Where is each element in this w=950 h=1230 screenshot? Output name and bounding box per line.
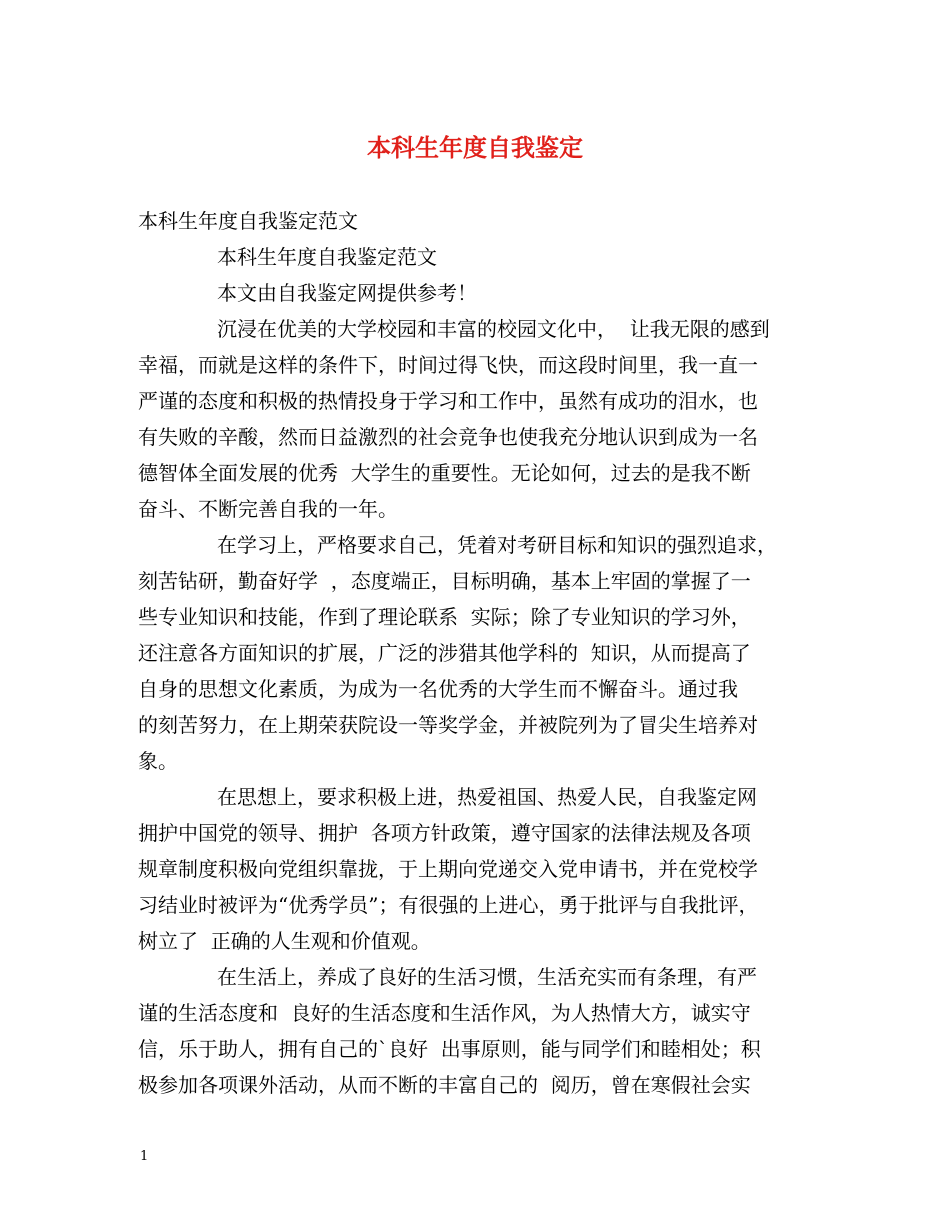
body-line: 自身的思想文化素质，为成为一名优秀的大学生而不懈奋斗。通过我 (138, 677, 738, 701)
document-body (138, 203, 828, 1103)
body-line: 奋斗、不断完善自我的一年。 (138, 497, 398, 521)
body-line: 些专业知识和技能，作到了理论联系 实际；除了专业知识的学习外， (138, 605, 751, 629)
body-line: 的刻苦努力，在上期荣获院设一等奖学金，并被院列为了冒尖生培养对 (138, 713, 758, 737)
body-line: 信，乐于助人，拥有自己的`良好 出事原则，能与同学们和睦相处；积 (138, 1037, 761, 1061)
body-line: 德智体全面发展的优秀 大学生的重要性。无论如何，过去的是我不断 (138, 461, 751, 485)
body-line: 刻苦钻研，勤奋好学 ，态度端正，目标明确，基本上牢固的掌握了一 (138, 569, 751, 593)
body-line: 本科生年度自我鉴定范文 (138, 209, 358, 233)
body-line: 在思想上，要求积极上进，热爱祖国、热爱人民，自我鉴定网 (217, 785, 757, 809)
body-line: 沉浸在优美的大学校园和丰富的校园文化中， 让我无限的感到 (217, 317, 770, 341)
body-line: 还注意各方面知识的扩展，广泛的涉猎其他学科的 知识，从而提高了 (138, 641, 751, 665)
body-line: 规章制度积极向党组织靠拢，于上期向党递交入党申请书，并在党校学 (138, 857, 758, 881)
body-line: 极参加各项课外活动，从而不断的丰富自己的 阅历，曾在寒假社会实 (138, 1073, 751, 1097)
body-line: 象。 (138, 749, 178, 773)
body-line: 树立了 正确的人生观和价值观。 (138, 929, 431, 953)
body-line: 本文由自我鉴定网提供参考！ (217, 281, 477, 305)
body-line: 习结业时被评为“优秀学员”；有很强的上进心，勇于批评与自我批评， (138, 893, 759, 917)
body-line: 有失败的辛酸，然而日益激烈的社会竞争也使我充分地认识到成为一名 (138, 425, 758, 449)
body-line: 在生活上，养成了良好的生活习惯，生活充实而有条理，有严 (217, 965, 757, 989)
body-line: 幸福，而就是这样的条件下，时间过得飞快，而这段时间里，我一直一 (138, 353, 758, 377)
body-line: 谨的生活态度和 良好的生活态度和生活作风，为人热情大方，诚实守 (138, 1001, 751, 1025)
body-line: 本科生年度自我鉴定范文 (217, 245, 437, 269)
body-line: 拥护中国党的领导、拥护 各项方针政策，遵守国家的法律法规及各项 (138, 821, 751, 845)
document-title: 本科生年度自我鉴定 (367, 133, 583, 162)
body-line: 在学习上，严格要求自己，凭着对考研目标和知识的强烈追求， (217, 533, 777, 557)
page-number: 1 (140, 1149, 149, 1164)
body-line: 严谨的态度和积极的热情投身于学习和工作中，虽然有成功的泪水，也 (138, 389, 758, 413)
